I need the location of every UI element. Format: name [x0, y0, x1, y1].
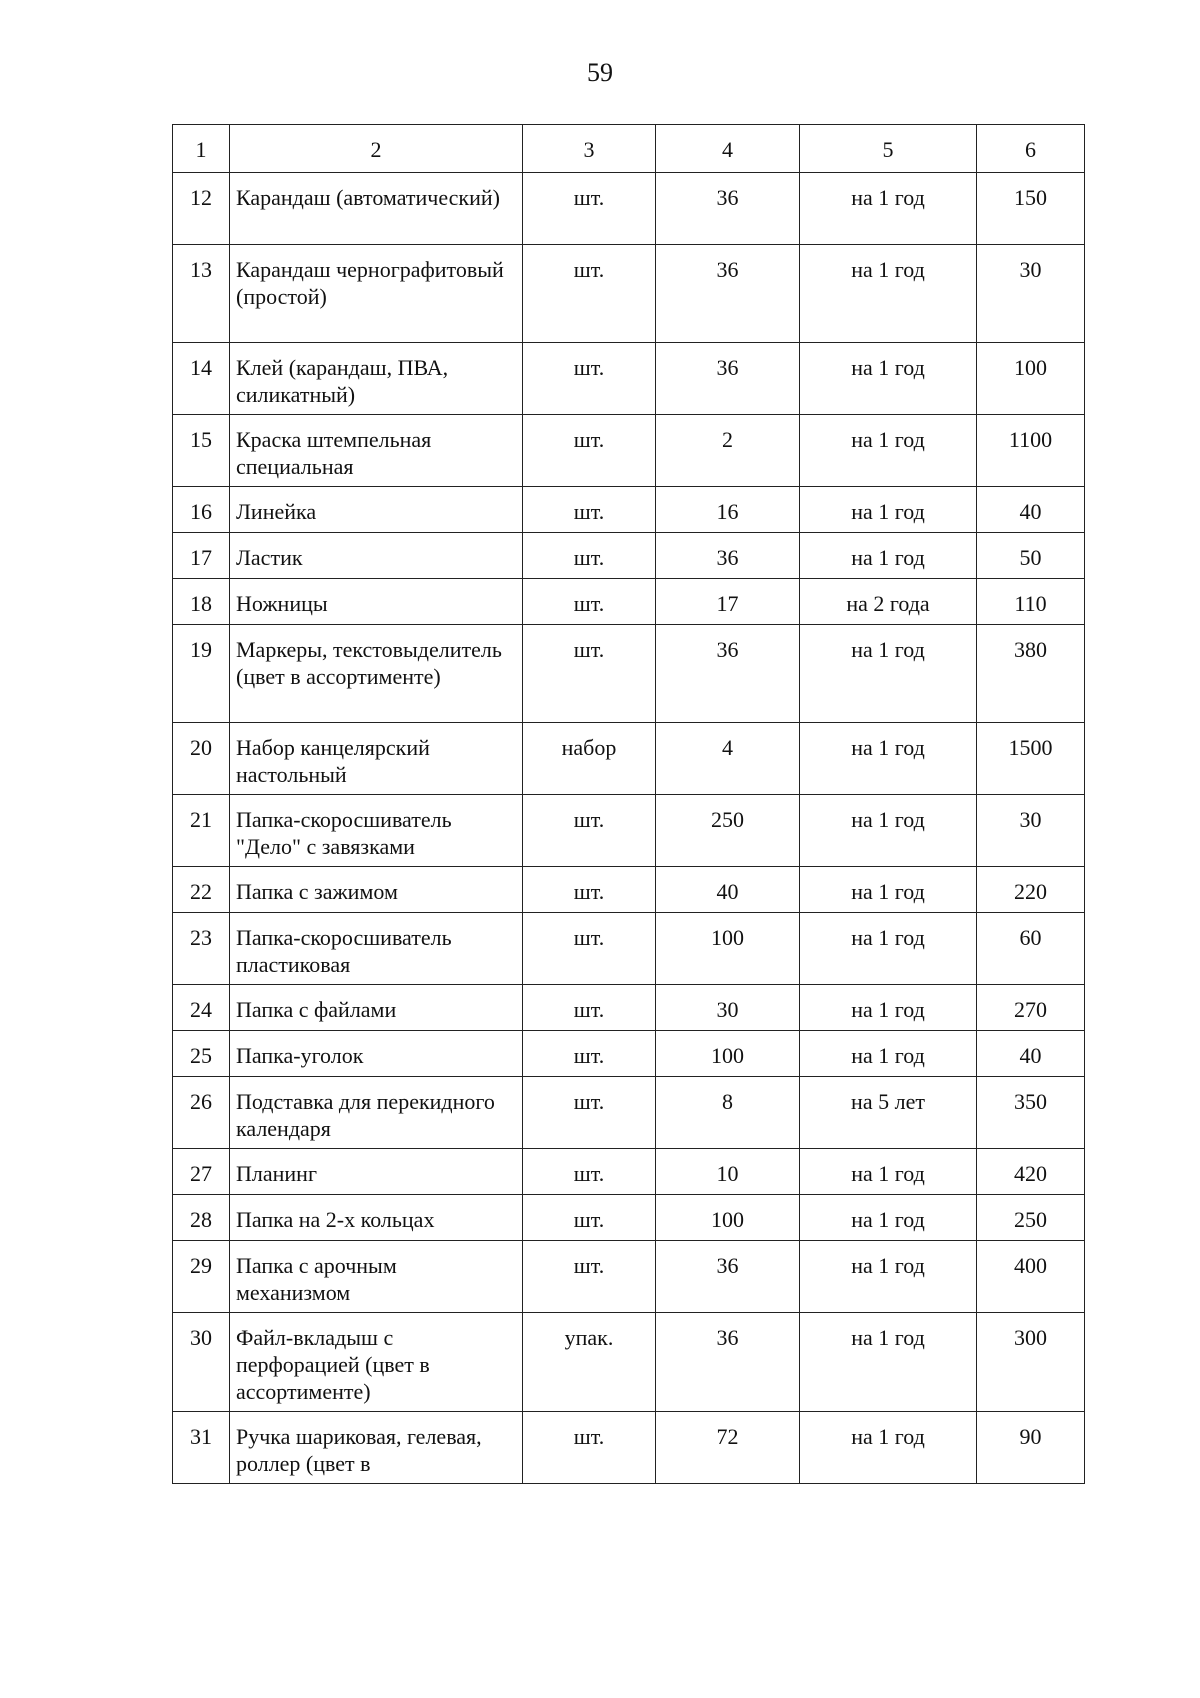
- item-unit: шт.: [523, 795, 656, 867]
- item-name: Подставка для перекидного календаря: [230, 1077, 523, 1149]
- row-number: 30: [173, 1313, 230, 1412]
- page-number: 59: [587, 58, 613, 87]
- item-unit: шт.: [523, 625, 656, 723]
- item-term: на 1 год: [800, 487, 977, 533]
- item-name: Карандаш (автоматический): [230, 173, 523, 245]
- item-name: Папка на 2-х кольцах: [230, 1195, 523, 1241]
- item-quantity: 36: [656, 245, 800, 343]
- item-quantity: 250: [656, 795, 800, 867]
- table-row: [173, 1149, 1085, 1195]
- item-price: 40: [977, 487, 1085, 533]
- table-row: [173, 795, 1085, 867]
- table-row: [173, 487, 1085, 533]
- item-quantity: 100: [656, 1031, 800, 1077]
- row-number: 17: [173, 533, 230, 579]
- item-quantity: 30: [656, 985, 800, 1031]
- column-header: 6: [977, 125, 1085, 173]
- item-term: на 1 год: [800, 1149, 977, 1195]
- row-number: 22: [173, 867, 230, 913]
- item-price: 30: [977, 245, 1085, 343]
- item-term: на 1 год: [800, 1241, 977, 1313]
- item-name: Маркеры, текстовыделитель (цвет в ассортименте): [230, 625, 523, 723]
- row-number: 31: [173, 1412, 230, 1484]
- item-unit: шт.: [523, 173, 656, 245]
- row-number: 19: [173, 625, 230, 723]
- item-term: на 1 год: [800, 343, 977, 415]
- table-row: [173, 245, 1085, 343]
- item-quantity: 100: [656, 913, 800, 985]
- table-row: [173, 173, 1085, 245]
- table-header: [173, 125, 1085, 173]
- item-quantity: 8: [656, 1077, 800, 1149]
- item-quantity: 36: [656, 533, 800, 579]
- item-price: 380: [977, 625, 1085, 723]
- item-quantity: 100: [656, 1195, 800, 1241]
- item-unit: шт.: [523, 913, 656, 985]
- row-number: 13: [173, 245, 230, 343]
- item-unit: шт.: [523, 1031, 656, 1077]
- item-name: Ластик: [230, 533, 523, 579]
- item-quantity: 36: [656, 1313, 800, 1412]
- item-price: 60: [977, 913, 1085, 985]
- item-quantity: 17: [656, 579, 800, 625]
- header-row: [173, 125, 1085, 173]
- item-term: на 1 год: [800, 913, 977, 985]
- item-term: на 1 год: [800, 867, 977, 913]
- item-price: 90: [977, 1412, 1085, 1484]
- item-price: 1100: [977, 415, 1085, 487]
- table-row: [173, 1077, 1085, 1149]
- table-row: [173, 1412, 1085, 1484]
- table-row: [173, 533, 1085, 579]
- item-price: 420: [977, 1149, 1085, 1195]
- item-term: на 2 года: [800, 579, 977, 625]
- item-unit: набор: [523, 723, 656, 795]
- item-unit: шт.: [523, 343, 656, 415]
- row-number: 16: [173, 487, 230, 533]
- item-unit: шт.: [523, 415, 656, 487]
- table-row: [173, 1241, 1085, 1313]
- table-row: [173, 343, 1085, 415]
- item-quantity: 36: [656, 173, 800, 245]
- item-price: 300: [977, 1313, 1085, 1412]
- item-unit: шт.: [523, 1412, 656, 1484]
- item-name: Папка с арочным механизмом: [230, 1241, 523, 1313]
- item-quantity: 72: [656, 1412, 800, 1484]
- item-price: 250: [977, 1195, 1085, 1241]
- item-term: на 1 год: [800, 245, 977, 343]
- table-row: [173, 985, 1085, 1031]
- item-name: Клей (карандаш, ПВА, силикатный): [230, 343, 523, 415]
- table-row: [173, 867, 1085, 913]
- row-number: 15: [173, 415, 230, 487]
- item-price: 100: [977, 343, 1085, 415]
- item-term: на 1 год: [800, 1031, 977, 1077]
- table-row: [173, 1313, 1085, 1412]
- item-unit: шт.: [523, 1195, 656, 1241]
- item-term: на 1 год: [800, 1313, 977, 1412]
- row-number: 23: [173, 913, 230, 985]
- item-name: Карандаш чернографитовый (простой): [230, 245, 523, 343]
- column-header: 2: [230, 125, 523, 173]
- column-header: 5: [800, 125, 977, 173]
- column-header: 1: [173, 125, 230, 173]
- row-number: 18: [173, 579, 230, 625]
- item-term: на 1 год: [800, 173, 977, 245]
- item-term: на 1 год: [800, 795, 977, 867]
- table-row: [173, 913, 1085, 985]
- item-price: 110: [977, 579, 1085, 625]
- item-price: 270: [977, 985, 1085, 1031]
- item-term: на 1 год: [800, 625, 977, 723]
- row-number: 21: [173, 795, 230, 867]
- row-number: 29: [173, 1241, 230, 1313]
- row-number: 14: [173, 343, 230, 415]
- table-row: [173, 415, 1085, 487]
- row-number: 24: [173, 985, 230, 1031]
- item-price: 350: [977, 1077, 1085, 1149]
- item-price: 50: [977, 533, 1085, 579]
- item-term: на 1 год: [800, 1412, 977, 1484]
- item-unit: шт.: [523, 487, 656, 533]
- item-term: на 1 год: [800, 415, 977, 487]
- item-name: Краска штемпельная специальная: [230, 415, 523, 487]
- column-header: 3: [523, 125, 656, 173]
- row-number: 25: [173, 1031, 230, 1077]
- item-unit: шт.: [523, 245, 656, 343]
- item-price: 150: [977, 173, 1085, 245]
- supplies-table: [172, 124, 1085, 1484]
- item-unit: шт.: [523, 1241, 656, 1313]
- item-name: Папка-уголок: [230, 1031, 523, 1077]
- item-name: Папка с зажимом: [230, 867, 523, 913]
- item-name: Папка-скоросшиватель "Дело" с завязками: [230, 795, 523, 867]
- item-name: Планинг: [230, 1149, 523, 1195]
- item-name: Папка-скоросшиватель пластиковая: [230, 913, 523, 985]
- table-row: [173, 625, 1085, 723]
- item-term: на 1 год: [800, 723, 977, 795]
- item-price: 30: [977, 795, 1085, 867]
- item-quantity: 36: [656, 625, 800, 723]
- item-name: Файл-вкладыш с перфорацией (цвет в ассортименте): [230, 1313, 523, 1412]
- item-quantity: 16: [656, 487, 800, 533]
- item-term: на 1 год: [800, 985, 977, 1031]
- item-unit: шт.: [523, 533, 656, 579]
- item-quantity: 36: [656, 1241, 800, 1313]
- item-unit: упак.: [523, 1313, 656, 1412]
- item-name: Набор канцелярский настольный: [230, 723, 523, 795]
- item-quantity: 10: [656, 1149, 800, 1195]
- row-number: 28: [173, 1195, 230, 1241]
- table-row: [173, 579, 1085, 625]
- row-number: 20: [173, 723, 230, 795]
- item-unit: шт.: [523, 985, 656, 1031]
- item-price: 400: [977, 1241, 1085, 1313]
- item-unit: шт.: [523, 1077, 656, 1149]
- item-quantity: 40: [656, 867, 800, 913]
- item-price: 40: [977, 1031, 1085, 1077]
- item-term: на 5 лет: [800, 1077, 977, 1149]
- item-quantity: 4: [656, 723, 800, 795]
- item-unit: шт.: [523, 579, 656, 625]
- table-row: [173, 723, 1085, 795]
- table-row: [173, 1031, 1085, 1077]
- item-quantity: 2: [656, 415, 800, 487]
- item-unit: шт.: [523, 867, 656, 913]
- table-row: [173, 1195, 1085, 1241]
- row-number: 27: [173, 1149, 230, 1195]
- row-number: 26: [173, 1077, 230, 1149]
- item-name: Линейка: [230, 487, 523, 533]
- item-unit: шт.: [523, 1149, 656, 1195]
- item-term: на 1 год: [800, 533, 977, 579]
- item-name: Папка с файлами: [230, 985, 523, 1031]
- item-name: Ножницы: [230, 579, 523, 625]
- item-term: на 1 год: [800, 1195, 977, 1241]
- table-body: [173, 173, 1085, 1484]
- row-number: 12: [173, 173, 230, 245]
- item-name: Ручка шариковая, гелевая, роллер (цвет в: [230, 1412, 523, 1484]
- item-price: 1500: [977, 723, 1085, 795]
- item-quantity: 36: [656, 343, 800, 415]
- item-price: 220: [977, 867, 1085, 913]
- column-header: 4: [656, 125, 800, 173]
